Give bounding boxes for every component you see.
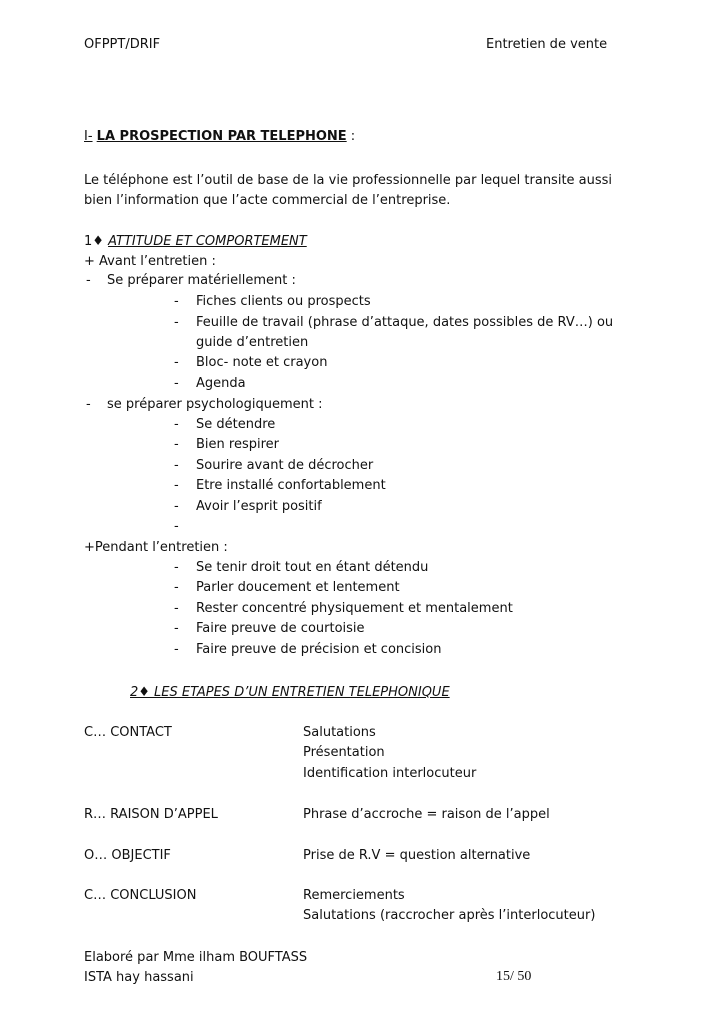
psych-item: Avoir l’esprit positif [196, 499, 322, 514]
before-call-label: + Avant l’entretien : [84, 254, 216, 269]
material-item: Feuille de travail (phrase d’attaque, dates possibles de RV…) ou [196, 315, 614, 330]
during-call-label: +Pendant l’entretien : [84, 540, 228, 555]
during-item: Rester concentré physiquement et mentalement [196, 601, 513, 616]
step-label: O… OBJECTIF [84, 848, 171, 863]
during-item: Faire preuve de précision et concision [196, 642, 442, 657]
step-label: C… CONTACT [84, 725, 172, 740]
bullet-dash: - [174, 458, 179, 473]
psych-item: Etre installé confortablement [196, 478, 386, 493]
step-label: R… RAISON D’APPEL [84, 807, 218, 822]
psych-item: Se détendre [196, 417, 276, 432]
bullet-dash: - [174, 355, 179, 370]
material-item: Fiches clients ou prospects [196, 294, 371, 309]
step-detail: Salutations (raccrocher après l’interlocuteur) [303, 908, 596, 923]
material-item: Bloc- note et crayon [196, 355, 328, 370]
section-title-text: LA PROSPECTION PAR TELEPHONE [96, 129, 347, 144]
step-detail: Phrase d’accroche = raison de l’appel [303, 807, 550, 822]
bullet-dash: - [174, 621, 179, 636]
material-item: Agenda [196, 376, 246, 391]
part1-title-text: ATTITUDE ET COMPORTEMENT [108, 234, 307, 249]
during-item: Se tenir droit tout en étant détendu [196, 560, 429, 575]
intro-line-2: bien l’information que l’acte commercial de l’entreprise. [84, 193, 451, 208]
during-item: Faire preuve de courtoisie [196, 621, 365, 636]
bullet-dash: - [174, 315, 179, 330]
bullet-dash: - [174, 417, 179, 432]
step-detail: Présentation [303, 745, 385, 760]
step-label: C… CONCLUSION [84, 888, 197, 903]
footer-school: ISTA hay hassani [84, 970, 194, 985]
part1-number: 1♦ [84, 234, 104, 249]
during-item: Parler doucement et lentement [196, 580, 400, 595]
step-detail: Salutations [303, 725, 376, 740]
intro-line-1: Le téléphone est l’outil de base de la vie professionnelle par lequel transite aussi [84, 173, 613, 188]
header-left: OFPPT/DRIF [84, 37, 161, 52]
bullet-dash: - [174, 478, 179, 493]
psych-item: Bien respirer [196, 437, 279, 452]
bullet-dash: - [174, 580, 179, 595]
material-label: Se préparer matériellement : [107, 273, 296, 288]
bullet-dash: - [174, 499, 179, 514]
step-detail: Prise de R.V = question alternative [303, 848, 531, 863]
section-colon: : [346, 129, 356, 144]
header-right: Entretien de vente [486, 37, 608, 52]
section-prefix: I- [84, 129, 93, 144]
bullet-dash: - [174, 294, 179, 309]
footer-author: Elaboré par Mme ilham BOUFTASS [84, 950, 308, 965]
psych-label: se préparer psychologiquement : [107, 397, 323, 412]
step-detail: Remerciements [303, 888, 405, 903]
bullet-dash: - [174, 601, 179, 616]
section-title [84, 129, 355, 145]
page-number: 15/ 50 [496, 969, 532, 984]
part1-title [84, 234, 307, 250]
bullet-dash: - [86, 273, 91, 288]
step-detail: Identification interlocuteur [303, 766, 477, 781]
bullet-dash: - [174, 437, 179, 452]
bullet-dash: - [174, 560, 179, 575]
bullet-dash: - [86, 397, 91, 412]
bullet-dash: - [174, 519, 179, 534]
material-item: guide d’entretien [196, 335, 309, 350]
bullet-dash: - [174, 376, 179, 391]
psych-item: Sourire avant de décrocher [196, 458, 374, 473]
bullet-dash: - [174, 642, 179, 657]
part2-title: 2♦ LES ETAPES D’UN ENTRETIEN TELEPHONIQUE [130, 685, 450, 700]
